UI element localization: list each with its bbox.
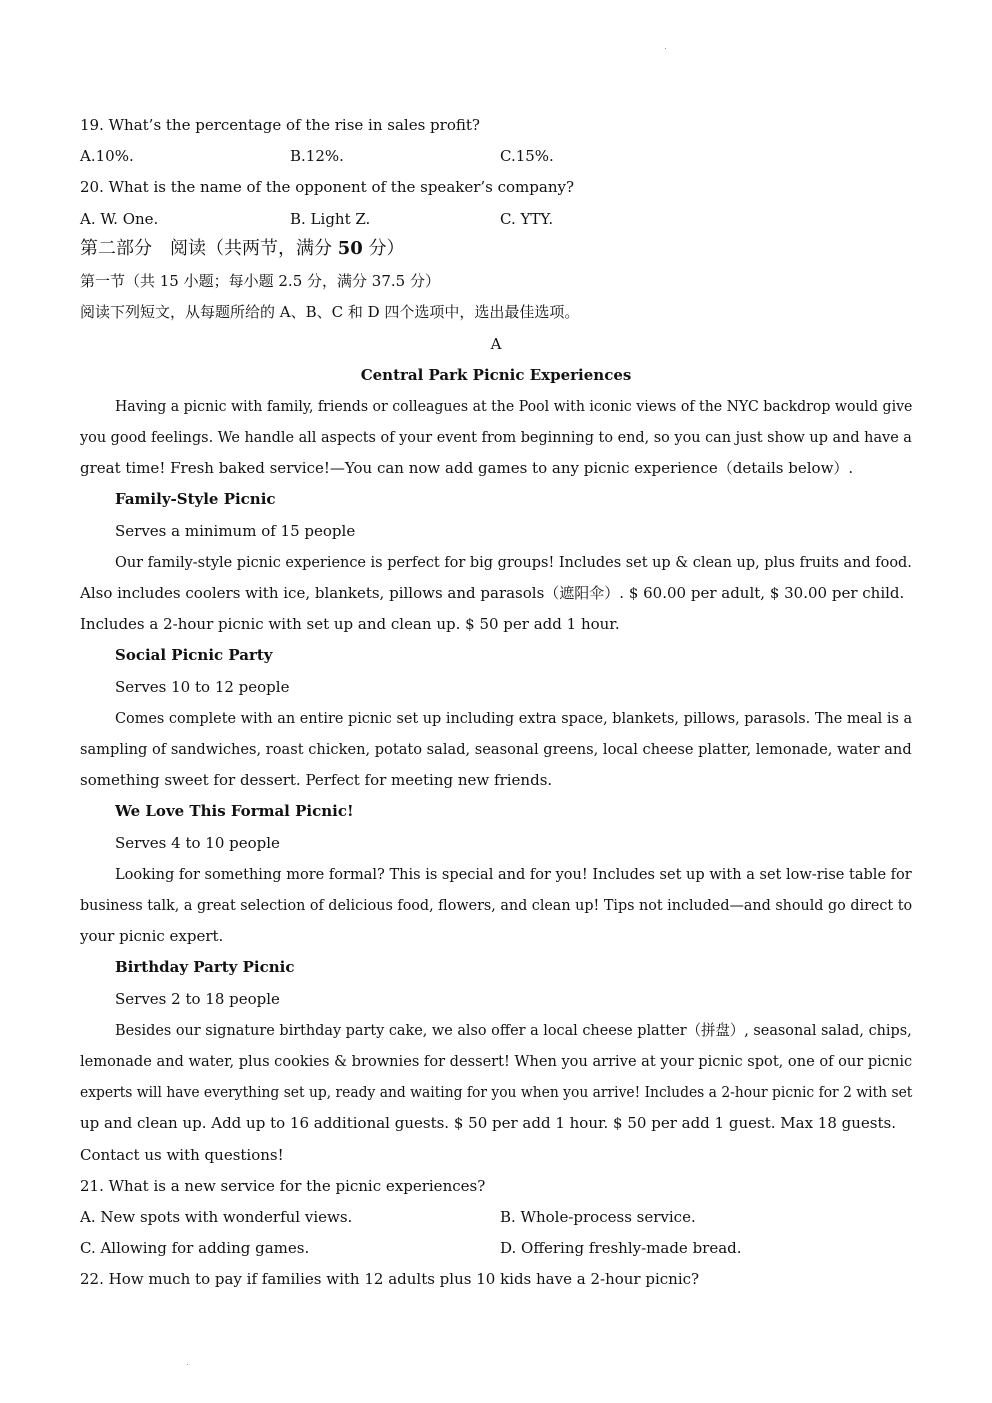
q21-option-d: D. Offering freshly-made bread. <box>500 1239 742 1257</box>
family-serves: Serves a minimum of 15 people <box>115 522 356 540</box>
formal-serves: Serves 4 to 10 people <box>115 834 280 852</box>
q19-option-b: B.12%. <box>290 147 344 165</box>
birthday-body-2: lemonade and water, plus cookies & brownies for dessert! When you arrive at your picnic spot, one of our picnic <box>80 1052 913 1070</box>
q21-option-b: B. Whole-process service. <box>500 1208 696 1226</box>
formal-body-2: business talk, a great selection of delicious food, flowers, and clean up! Tips not included—and should go direct to <box>80 896 913 914</box>
q20-option-b: B. Light Z. <box>290 210 371 228</box>
passage-letter: A <box>490 335 502 353</box>
part2-title-post: 分） <box>362 238 405 259</box>
part2-title-score: 50 <box>337 238 363 259</box>
q19-question: 19. What’s the percentage of the rise in sales profit? <box>80 116 480 134</box>
intro-line-2: you good feelings. We handle all aspects of your event from beginning to end, so you can just show up and have a <box>80 428 912 446</box>
birthday-body-3: experts will have everything set up, ready and waiting for you when you arrive! Includes a 2-hour picnic for 2 with set <box>80 1083 913 1101</box>
birthday-serves: Serves 2 to 18 people <box>115 990 280 1008</box>
part2-section1: 第一节（共 15 小题；每小题 2.5 分，满分 37.5 分） <box>80 272 440 290</box>
scan-speck-bottom <box>187 1364 188 1365</box>
family-heading: Family-Style Picnic <box>115 490 276 508</box>
part2-title <box>80 238 405 260</box>
q20-question: 20. What is the name of the opponent of the speaker’s company? <box>80 178 575 196</box>
part2-instruction: 阅读下列短文，从每题所给的 A、B、C 和 D 四个选项中，选出最佳选项。 <box>80 303 580 321</box>
birthday-heading: Birthday Party Picnic <box>115 958 295 976</box>
q21-option-c: C. Allowing for adding games. <box>80 1239 310 1257</box>
family-body-3: Includes a 2-hour picnic with set up and clean up. $ 50 per add 1 hour. <box>80 615 620 633</box>
social-heading: Social Picnic Party <box>115 646 273 664</box>
birthday-body-1: Besides our signature birthday party cake, we also offer a local cheese platter（拼盘）, seasonal salad, chips, <box>115 1021 912 1039</box>
q19-option-c: C.15%. <box>500 147 554 165</box>
formal-body-3: your picnic expert. <box>80 927 224 945</box>
formal-body-1: Looking for something more formal? This is special and for you! Includes set up with a set low-rise table for <box>115 865 912 883</box>
q21-question: 21. What is a new service for the picnic experiences? <box>80 1177 486 1195</box>
q21-option-a: A. New spots with wonderful views. <box>80 1208 353 1226</box>
social-body-1: Comes complete with an entire picnic set up including extra space, blankets, pillows, parasols. The meal is a <box>115 709 913 727</box>
social-body-3: something sweet for dessert. Perfect for meeting new friends. <box>80 771 553 789</box>
passage-title: Central Park Picnic Experiences <box>360 366 632 384</box>
q20-option-a: A. W. One. <box>80 210 159 228</box>
q22-question: 22. How much to pay if families with 12 adults plus 10 kids have a 2-hour picnic? <box>80 1270 700 1288</box>
part2-title-pre: 第二部分 阅读（共两节，满分 <box>80 238 338 259</box>
family-body-2: Also includes coolers with ice, blankets, pillows and parasols（遮阳伞）. $ 60.00 per adult, $ 30.00 per child. <box>80 584 905 602</box>
intro-line-3: great time! Fresh baked service!—You can now add games to any picnic experience（details below）. <box>80 459 854 477</box>
q20-option-c: C. YTY. <box>500 210 554 228</box>
q19-option-a: A.10%. <box>80 147 134 165</box>
formal-heading: We Love This Formal Picnic! <box>115 802 354 820</box>
social-body-2: sampling of sandwiches, roast chicken, potato salad, seasonal greens, local cheese platter, lemonade, water and <box>80 740 912 758</box>
scan-speck-top <box>665 48 666 49</box>
contact-line: Contact us with questions! <box>80 1146 284 1164</box>
intro-line-1: Having a picnic with family, friends or colleagues at the Pool with iconic views of the NYC backdrop would give <box>115 397 913 415</box>
birthday-body-4: up and clean up. Add up to 16 additional guests. $ 50 per add 1 hour. $ 50 per add 1 guest. Max 18 guests. <box>80 1114 896 1132</box>
family-body-1: Our family-style picnic experience is perfect for big groups! Includes set up & clean up, plus fruits and food. <box>115 553 912 571</box>
social-serves: Serves 10 to 12 people <box>115 678 290 696</box>
